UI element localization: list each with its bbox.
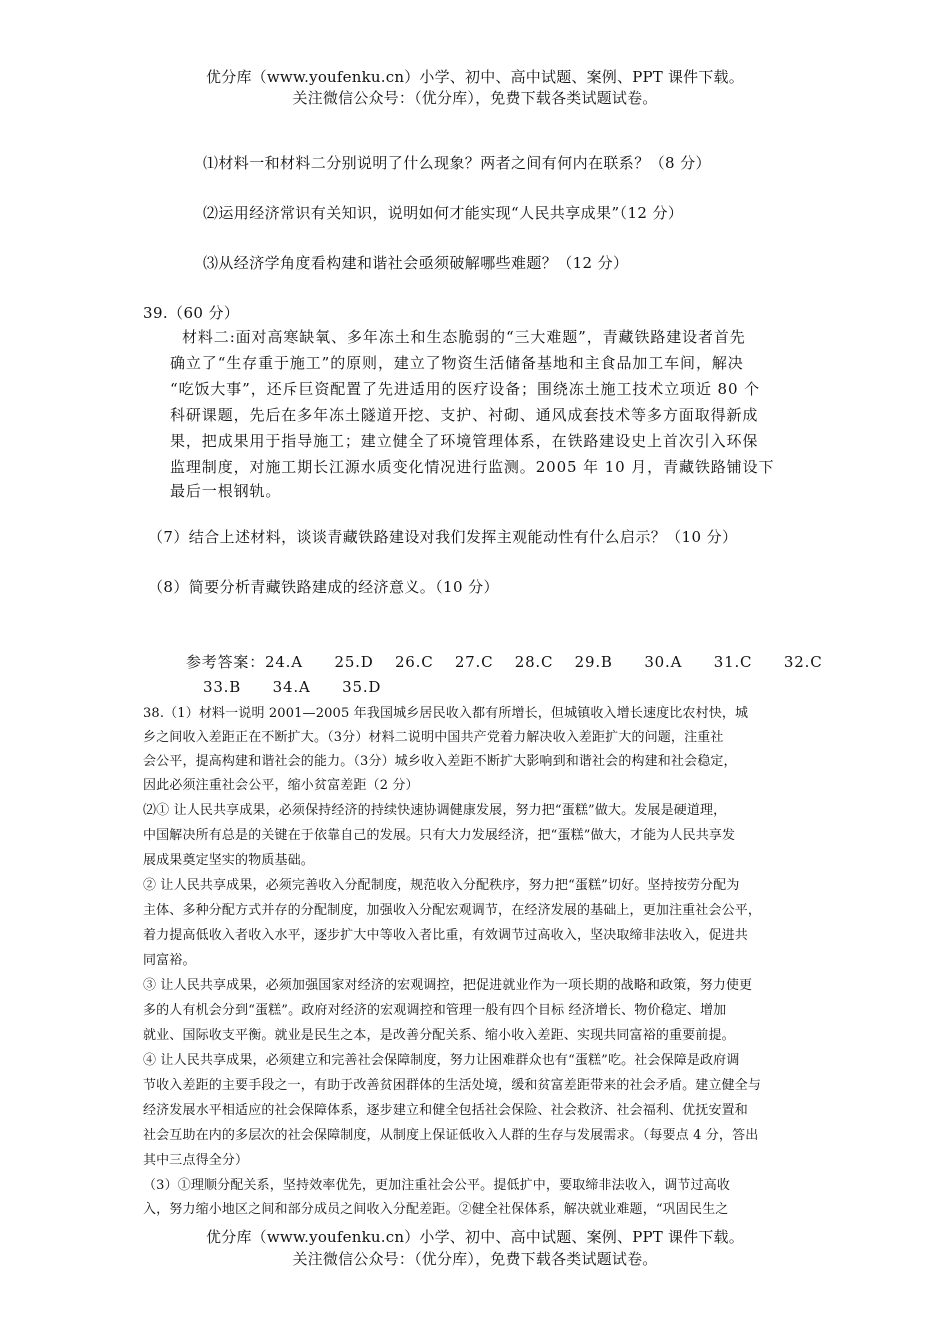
footer-line-2: 关注微信公众号：（优分库），免费下载各类试题试卷。 (292, 1250, 658, 1268)
answer-key-line-2: 33.B 34.A 35.D (203, 678, 382, 696)
answer-line: 入，努力缩小地区之间和部分成员之间收入分配差距。②健全社保体系，解决就业难题，“巩固民生之 (143, 1202, 729, 1217)
answer-line: 经济发展水平相适应的社会保障体系，逐步建立和健全包括社会保险、社会救济、社会福利、优抚安置和 (143, 1103, 748, 1118)
answer-line: 会公平，提高构建和谐社会的能力。（3分）城乡收入差距不断扩大影响到和谐社会的构建和社会稳定， (143, 754, 737, 769)
q39-sub-7: （7）结合上述材料，谈谈青藏铁路建设对我们发挥主观能动性有什么启示？（10 分） (148, 528, 738, 546)
answer-line: ④ 让人民共享成果，必须建立和完善社会保障制度，努力让困难群众也有“蛋糕”吃。社会保障是政府调 (143, 1053, 740, 1068)
q39-material-line: 科研课题，先后在多年冻土隧道开挖、支护、衬砌、通风成套技术等多方面取得新成 (170, 406, 759, 424)
q39-material-line: 监理制度，对施工期长江源水质变化情况进行监测。2005 年 10 月，青藏铁路铺设下 (170, 458, 775, 476)
answer-line: 展成果奠定坚实的物质基础。 (143, 853, 314, 868)
q38-part-1: ⑴材料一和材料二分别说明了什么现象？两者之间有何内在联系？（8 分） (203, 154, 711, 172)
answer-line: 社会互助在内的多层次的社会保障制度，从制度上保证低收入人群的生存与发展需求。（每要点 4 分，答出 (143, 1128, 759, 1143)
answer-line: 乡之间收入差距正在不断扩大。（3分）材料二说明中国共产党着力解决收入差距扩大的问题，注重社 (143, 730, 724, 745)
answer-line: 多的人有机会分到“蛋糕”。政府对经济的宏观调控和管理一般有四个目标 经济增长、物价稳定、增加 (143, 1003, 727, 1018)
answer-key-line-1: 参考答案：24.A 25.D 26.C 27.C 28.C 29.B 30.A 31.C 32.C (186, 653, 823, 671)
answer-line: 主体、多种分配方式并存的分配制度，加强收入分配宏观调节，在经济发展的基础上，更加注重社会公平， (143, 903, 762, 918)
answer-line: （3）①理顺分配关系，坚持效率优先，更加注重社会公平。提低扩中，要取缔非法收入，调节过高收 (143, 1178, 731, 1193)
answer-line: 其中三点得全分） (143, 1153, 249, 1168)
q38-part-2: ⑵运用经济常识有关知识，说明如何才能实现“人民共享成果”（12 分） (203, 204, 684, 222)
answer-line: 节收入差距的主要手段之一，有助于改善贫困群体的生活处境，缓和贫富差距带来的社会矛盾。建立健全与 (143, 1078, 762, 1093)
answer-line: 38.（1）材料一说明 2001—2005 年我国城乡居民收入都有所增长，但城镇收入增长速度比农村快，城 (143, 706, 749, 721)
answer-line: 因此必须注重社会公平，缩小贫富差距（2 分） (143, 778, 419, 793)
header-line-2: 关注微信公众号：（优分库），免费下载各类试题试卷。 (292, 89, 658, 107)
q39-material-line: “吃饭大事”，还斥巨资配置了先进适用的医疗设备；围绕冻土施工技术立项近 80 个 (170, 380, 760, 398)
answer-line: ③ 让人民共享成果，必须加强国家对经济的宏观调控，把促进就业作为一项长期的战略和政策，努力使更 (143, 978, 753, 993)
footer-line-1: 优分库（www.youfenku.cn）小学、初中、高中试题、案例、PPT 课件下载。 (206, 1228, 744, 1246)
answer-line: 就业、国际收支平衡。就业是民生之本，是改善分配关系、缩小收入差距、实现共同富裕的重要前提。 (143, 1028, 735, 1043)
q39-material-line: 材料二:面对高寒缺氧、多年冻土和生态脆弱的“三大难题”，青藏铁路建设者首先 (182, 328, 746, 346)
q38-part-3: ⑶从经济学角度看构建和谐社会亟须破解哪些难题？（12 分） (203, 254, 629, 272)
header-line-1: 优分库（www.youfenku.cn）小学、初中、高中试题、案例、PPT 课件下载。 (206, 68, 744, 86)
answer-line: 中国解决所有总是的关键在于依靠自己的发展。只有大力发展经济，把“蛋糕”做大，才能为人民共享发 (143, 828, 736, 843)
q39-material-line: 最后一根钢轨。 (170, 482, 282, 500)
answer-line: ⑵① 让人民共享成果，必须保持经济的持续快速协调健康发展，努力把“蛋糕”做大。发展是硬道理， (143, 803, 727, 818)
q39-material-line: 确立了“生存重于施工”的原则，建立了物资生活储备基地和主食品加工车间，解决 (170, 354, 744, 372)
q39-title: 39.（60 分） (143, 304, 240, 322)
q39-sub-8: （8）简要分析青藏铁路建成的经济意义。（10 分） (148, 578, 499, 596)
answer-line: ② 让人民共享成果，必须完善收入分配制度，规范收入分配秩序，努力把“蛋糕”切好。坚持按劳分配为 (143, 878, 740, 893)
q39-material-line: 果，把成果用于指导施工；建立健全了环境管理体系，在铁路建设史上首次引入环保 (170, 432, 759, 450)
answer-line: 同富裕。 (143, 953, 196, 968)
answer-line: 着力提高低收入者收入水平，逐步扩大中等收入者比重，有效调节过高收入，坚决取缔非法收入，促进共 (143, 928, 748, 943)
